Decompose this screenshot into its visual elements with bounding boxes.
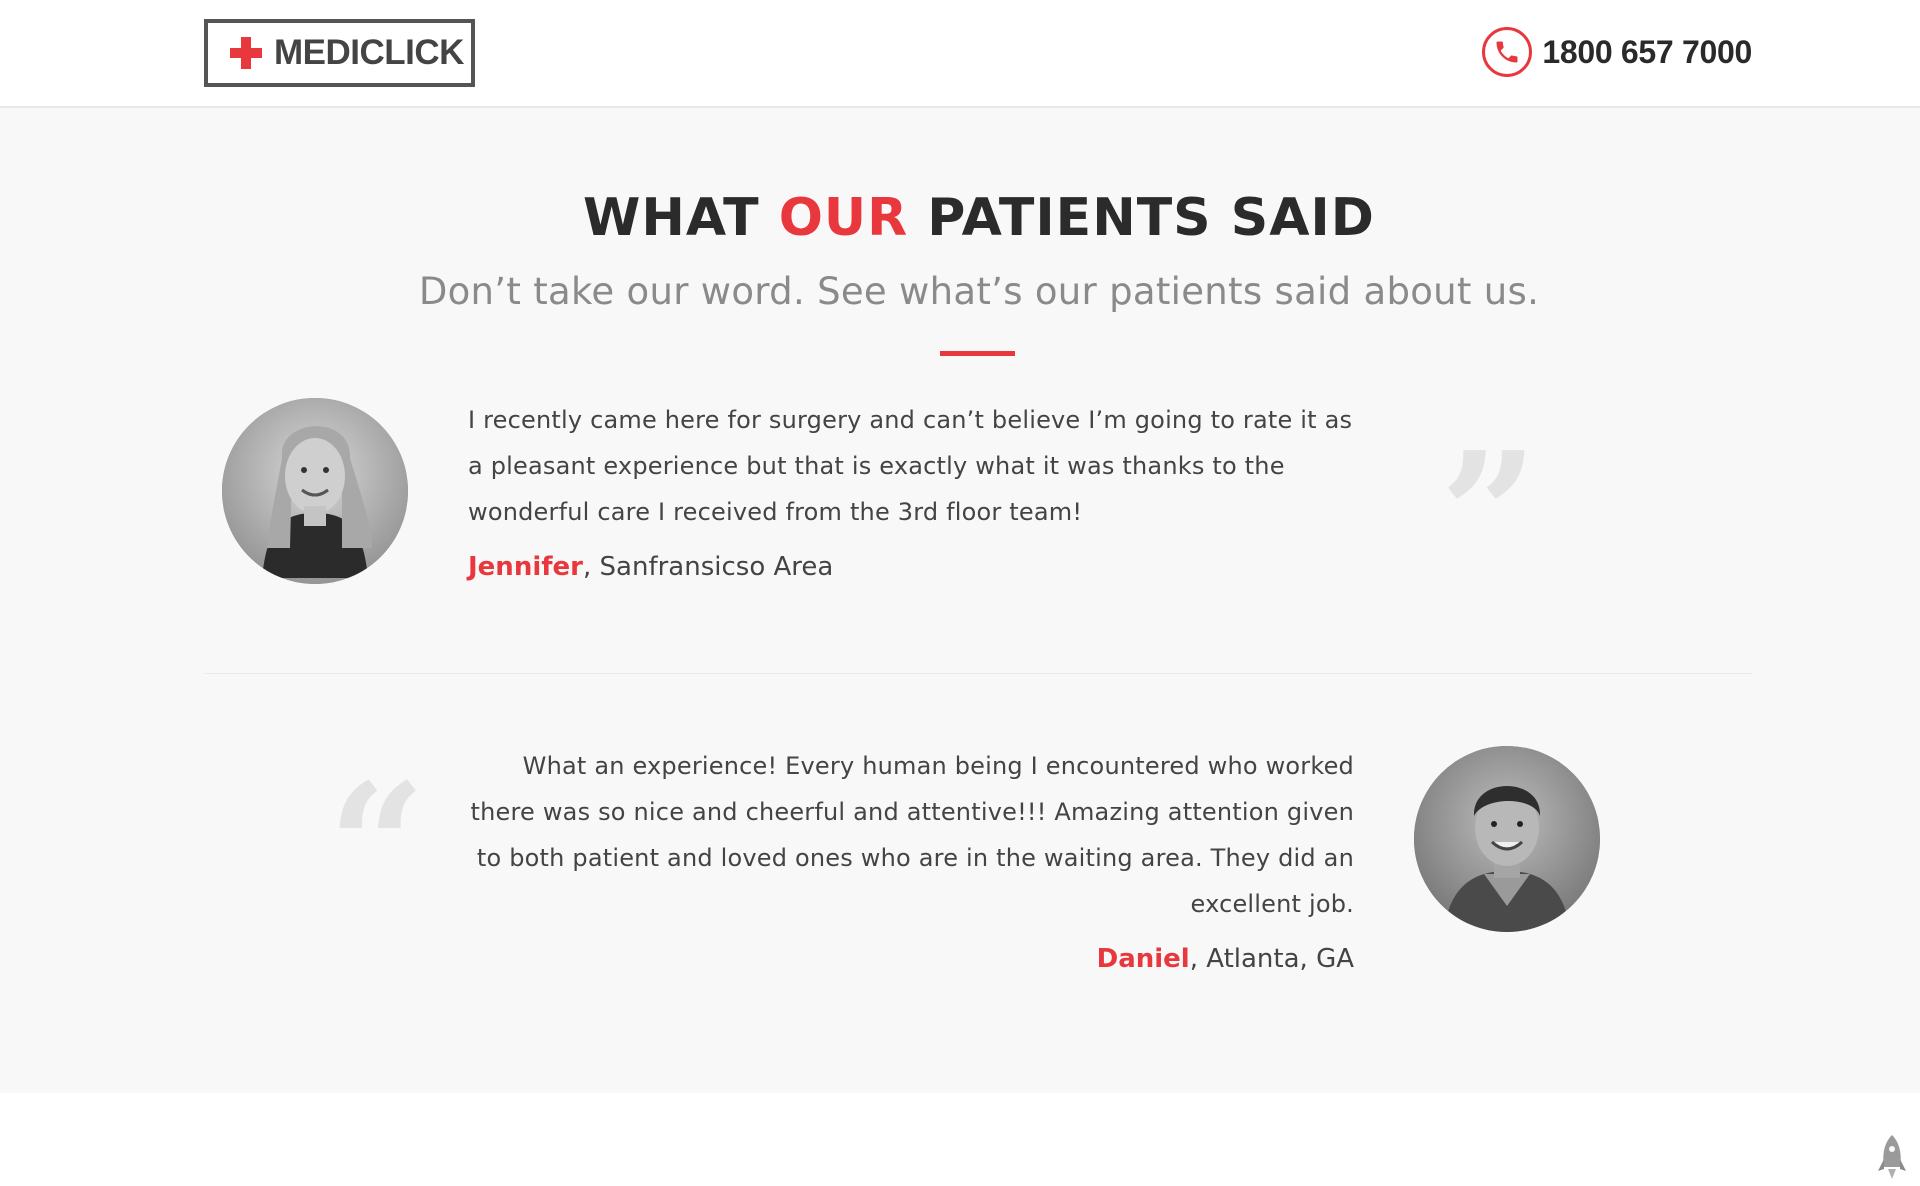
title-underline (940, 351, 1015, 356)
phone-contact[interactable] (1482, 24, 1752, 80)
logo-text: MEDICLICK (274, 33, 464, 72)
phone-number[interactable]: 1800 657 7000 (1542, 33, 1752, 70)
testimonial-divider (204, 673, 1752, 674)
author-location: , Atlanta, GA (1189, 944, 1354, 974)
author-location: , Sanfransicso Area (583, 552, 834, 582)
title-text-part1: WHAT (583, 188, 779, 248)
author-name: Jennifer (468, 552, 584, 582)
site-header (0, 0, 1920, 108)
section-title (0, 188, 1920, 248)
daniel-avatar (1414, 746, 1600, 932)
author-name: Daniel (1096, 944, 1190, 974)
testimonial-text-2: What an experience! Every human being I encountered who worked there was so nice and cheerful and attentive!!! Amazing attention given to both patient and loved ones who are in the waiting area. They did an excellent job. (470, 752, 1354, 918)
title-text-accent: OUR (778, 188, 909, 248)
testimonials-section (0, 108, 1920, 1093)
close-quote-icon: ” (1440, 415, 1538, 615)
testimonial-author-1 (468, 552, 833, 582)
open-quote-icon: “ (328, 746, 426, 947)
medical-cross-icon (228, 35, 264, 71)
section-subtitle: Don’t take our word. See what’s our patients said about us. (418, 270, 1540, 313)
mediclick-logo[interactable] (204, 19, 475, 87)
testimonial-author-2 (900, 944, 1354, 974)
back-to-top-rocket-icon[interactable] (1876, 1133, 1908, 1181)
title-text-part2: PATIENTS SAID (908, 188, 1375, 248)
jennifer-avatar (222, 398, 408, 584)
testimonial-text-1: I recently came here for surgery and can’t believe I’m going to rate it as a pleasant experience but that is exactly what it was thanks to the wonderful care I received from the 3rd floor team! (468, 406, 1353, 526)
phone-icon (1482, 27, 1532, 77)
bottom-strip (0, 1093, 1920, 1111)
